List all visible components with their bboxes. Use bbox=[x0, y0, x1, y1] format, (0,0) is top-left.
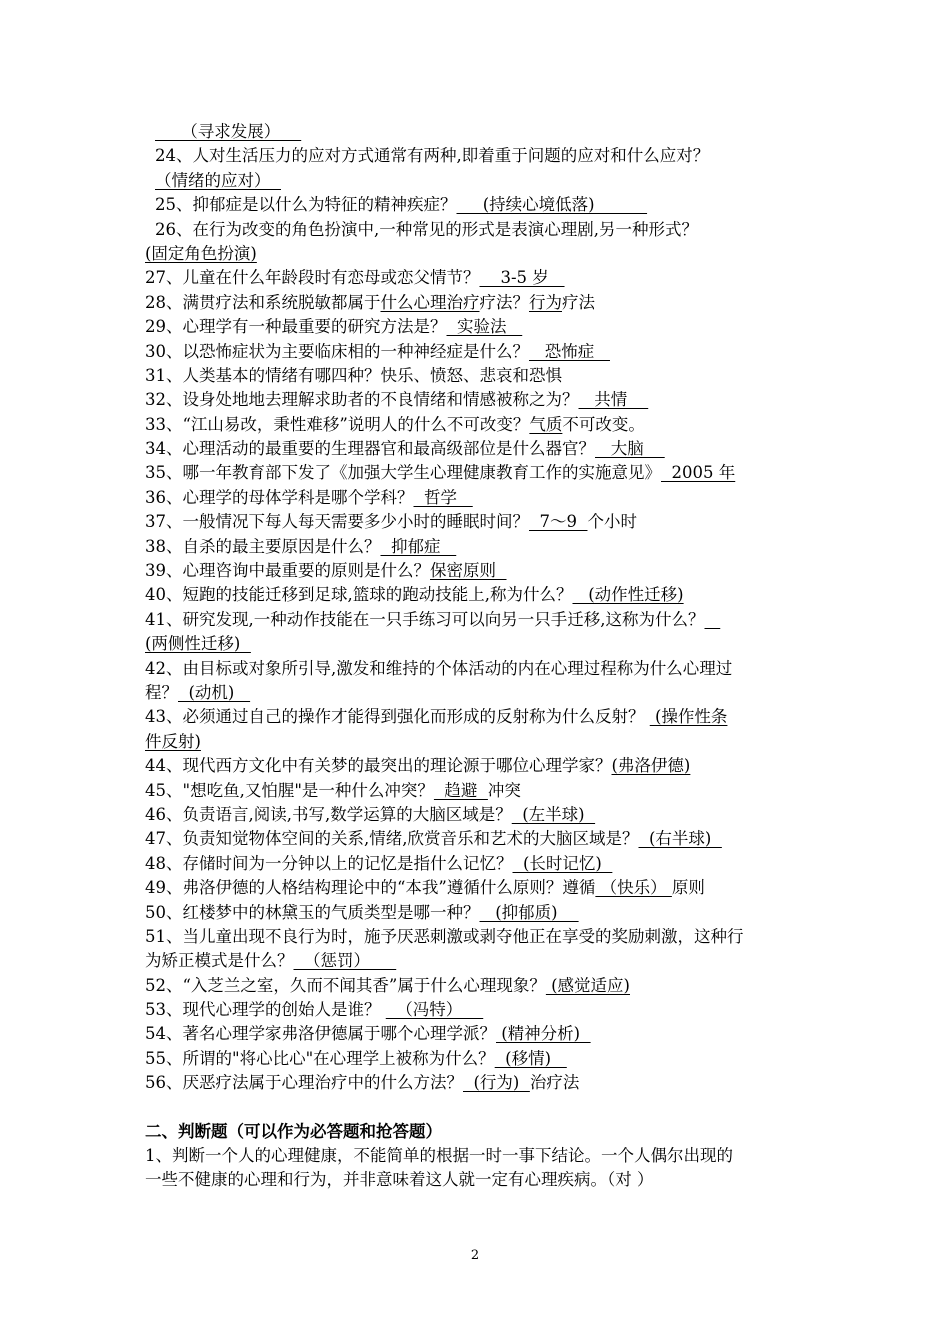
text-line bbox=[145, 657, 835, 681]
text-line bbox=[145, 1047, 835, 1071]
answer-text: 行为 bbox=[529, 292, 562, 312]
question-text: 47、负责知觉物体空间的关系,情绪,欣赏音乐和艺术的大脑区域是？ bbox=[145, 829, 639, 849]
question-text: 49、弗洛伊德的人格结构理论中的“本我”遵循什么原则？遵循 bbox=[145, 878, 596, 898]
question-text: 53、现代心理学的创始人是谁？ bbox=[145, 1000, 386, 1020]
answer-text: (精神分析) bbox=[496, 1024, 591, 1044]
answer-text: 7～9 bbox=[529, 512, 588, 532]
page-number: 2 bbox=[470, 1248, 480, 1263]
question-text: 43、必须通过自己的操作才能得到强化而形成的反射称为什么反射？ bbox=[145, 707, 650, 727]
question-text: 二、判断题（可以作为必答题和抢答题） bbox=[145, 1121, 442, 1141]
answer-text: (弗洛伊德) bbox=[611, 756, 691, 776]
text-line bbox=[145, 242, 835, 266]
question-text: 疗法 bbox=[562, 292, 595, 312]
question-text: 46、负责语言,阅读,书写,数学运算的大脑区域是？ bbox=[145, 804, 512, 824]
question-text: 55、所谓的"将心比心"在心理学上被称为什么？ bbox=[145, 1048, 495, 1068]
question-text: 31、人类基本的情绪有哪四种？快乐、愤怒、悲哀和恐惧 bbox=[145, 365, 562, 385]
answer-text: 2005 年 bbox=[661, 463, 736, 483]
answer-text: 共情 bbox=[578, 390, 649, 410]
question-text: 27、儿童在什么年龄段时有恋母或恋父情节？ bbox=[145, 268, 480, 288]
question-text: 不可改变。 bbox=[562, 414, 645, 434]
text-line bbox=[145, 486, 835, 510]
text-line bbox=[145, 169, 835, 193]
text-line bbox=[145, 632, 835, 656]
text-line bbox=[145, 901, 835, 925]
answer-text: （冯特） bbox=[385, 1000, 484, 1020]
answer-text: （寻求发展） bbox=[155, 122, 302, 141]
text-line bbox=[145, 144, 835, 168]
text-line bbox=[145, 1168, 835, 1192]
answer-text: 保密原则 bbox=[430, 561, 507, 581]
text-line bbox=[145, 266, 835, 290]
question-text: 38、自杀的最主要原因是什么？ bbox=[145, 536, 381, 556]
text-line bbox=[145, 779, 835, 803]
question-list bbox=[145, 120, 835, 1193]
question-text: 32、设身处地地去理解求助者的不良情绪和情感被称之为？ bbox=[145, 390, 579, 410]
text-line bbox=[145, 559, 835, 583]
text-line bbox=[145, 1144, 835, 1168]
text-line bbox=[145, 852, 835, 876]
text-line bbox=[145, 827, 835, 851]
section-heading bbox=[145, 1120, 835, 1144]
answer-text: (两侧性迁移) bbox=[145, 634, 251, 654]
answer-text: (长时记忆) bbox=[512, 853, 613, 873]
question-text: 治疗法 bbox=[529, 1073, 580, 1093]
text-line bbox=[145, 388, 835, 412]
text-line bbox=[145, 461, 835, 485]
text-line bbox=[145, 437, 835, 461]
answer-text: 趋避 bbox=[433, 780, 488, 800]
question-text: 26、在行为改变的角色扮演中,一种常见的形式是表演心理剧,另一种形式？ bbox=[155, 219, 698, 239]
answer-text: （情绪的应对） bbox=[155, 170, 281, 190]
answer-text: 抑郁症 bbox=[380, 536, 457, 556]
text-line bbox=[145, 803, 835, 827]
question-text: 51、当儿童出现不良行为时，施予厌恶刺激或剥夺他正在享受的奖励刺激，这种行 bbox=[145, 926, 744, 946]
text-line bbox=[145, 949, 835, 973]
text-line bbox=[145, 535, 835, 559]
question-text: 52、“入芝兰之室，久而不闻其香”属于什么心理现象？ bbox=[145, 975, 546, 995]
question-text: 28、满贯疗法和系统脱敏都属于 bbox=[145, 292, 381, 312]
text-line bbox=[145, 730, 835, 754]
question-text: 50、红楼梦中的林黛玉的气质类型是哪一种？ bbox=[145, 902, 480, 922]
text-line bbox=[145, 510, 835, 534]
question-text: 56、厌恶疗法属于心理治疗中的什么方法？ bbox=[145, 1073, 463, 1093]
answer-text: (右半球) bbox=[638, 829, 722, 849]
answer-text: 3-5 岁 bbox=[479, 268, 565, 288]
text-line bbox=[145, 681, 835, 705]
answer-text: (固定角色扮演) bbox=[145, 243, 257, 263]
question-text: 25、抑郁症是以什么为特征的精神疾症？ bbox=[155, 195, 457, 215]
blank-line bbox=[145, 1096, 835, 1120]
text-line bbox=[145, 315, 835, 339]
text-line bbox=[145, 974, 835, 998]
text-line bbox=[145, 876, 835, 900]
question-text: 24、人对生活压力的应对方式通常有两种,即着重于问题的应对和什么应对？ bbox=[155, 146, 710, 166]
question-text: 程？ bbox=[145, 682, 178, 702]
answer-text: （快乐） bbox=[595, 878, 672, 898]
answer-text: 恐怖症 bbox=[529, 341, 610, 361]
text-line bbox=[145, 413, 835, 437]
answer-text: (抑郁质) bbox=[479, 902, 579, 922]
answer-text: (行为) bbox=[463, 1073, 530, 1093]
text-line bbox=[145, 998, 835, 1022]
answer-text: (移情) bbox=[494, 1048, 567, 1068]
question-text: 29、心理学有一种最重要的研究方法是？ bbox=[145, 317, 447, 337]
question-text: 37、一般情况下每人每天需要多少小时的睡眠时间？ bbox=[145, 512, 529, 532]
question-text: 45、"想吃鱼,又怕腥"是一种什么冲突？ bbox=[145, 780, 434, 800]
answer-text: 件反射) bbox=[145, 731, 201, 751]
question-text: 冲突 bbox=[487, 780, 521, 800]
question-text: 41、研究发现,一种动作技能在一只手练习可以向另一只手迁移,这称为什么？ bbox=[145, 609, 705, 629]
question-text: 36、心理学的母体学科是哪个学科？ bbox=[145, 487, 414, 507]
text-line bbox=[145, 291, 835, 315]
answer-text bbox=[705, 610, 721, 629]
text-line bbox=[145, 193, 835, 217]
question-text: 34、心理活动的最重要的生理器官和最高级部位是什么器官？ bbox=[145, 439, 595, 459]
text-line bbox=[145, 705, 835, 729]
text-line bbox=[145, 583, 835, 607]
question-text: 39、心理咨询中最重要的原则是什么？ bbox=[145, 561, 430, 581]
question-text: 原则 bbox=[671, 878, 705, 898]
answer-text: 大脑 bbox=[595, 439, 665, 459]
answer-text: (动机) bbox=[178, 682, 251, 702]
answer-text: 什么心理治疗 bbox=[380, 292, 480, 312]
text-line bbox=[145, 754, 835, 778]
question-text: 个小时 bbox=[587, 512, 637, 532]
question-text: 1、判断一个人的心理健康，不能简单的根据一时一事下结论。一个人偶尔出现的 bbox=[145, 1146, 733, 1166]
text-line bbox=[145, 364, 835, 388]
question-text: 42、由目标或对象所引导,激发和维持的个体活动的内在心理过程称为什么心理过 bbox=[145, 658, 733, 678]
text-line bbox=[145, 120, 835, 144]
answer-text: (左半球) bbox=[511, 804, 596, 824]
answer-text: 实验法 bbox=[446, 317, 523, 337]
answer-text: (感觉适应) bbox=[545, 975, 630, 995]
question-text: 40、短跑的技能迁移到足球,篮球的跑动技能上,称为什么？ bbox=[145, 585, 573, 605]
question-text: 44、现代西方文化中有关梦的最突出的理论源于哪位心理学家？ bbox=[145, 756, 612, 776]
text-line bbox=[145, 1022, 835, 1046]
question-text: 33、“江山易改，秉性难移”说明人的什么不可改变？ bbox=[145, 414, 530, 434]
answer-text: 哲学 bbox=[413, 487, 473, 507]
answer-text: 气质 bbox=[529, 414, 563, 434]
text-line bbox=[145, 340, 835, 364]
text-line bbox=[145, 218, 835, 242]
question-text: 54、著名心理学家弗洛伊德属于哪个心理学派？ bbox=[145, 1024, 496, 1044]
question-text: 为矫正模式是什么？ bbox=[145, 951, 294, 971]
answer-text: (持续心境低落) bbox=[456, 195, 648, 215]
text-line bbox=[145, 1071, 835, 1095]
question-text: 一些不健康的心理和行为，并非意味着这人就一定有心理疾病。（对 ） bbox=[145, 1170, 654, 1190]
text-line bbox=[145, 608, 835, 632]
question-text: 48、存储时间为一分钟以上的记忆是指什么记忆？ bbox=[145, 853, 513, 873]
question-text: 30、以恐怖症状为主要临床相的一种神经症是什么？ bbox=[145, 341, 529, 361]
question-text: 35、哪一年教育部下发了《加强大学生心理健康教育工作的实施意见》 bbox=[145, 463, 661, 483]
text-line bbox=[145, 925, 835, 949]
answer-text: (操作性条 bbox=[649, 707, 728, 727]
answer-text: （惩罚） bbox=[293, 951, 397, 971]
answer-text: (动作性迁移) bbox=[572, 585, 684, 605]
question-text: 疗法？ bbox=[479, 292, 529, 312]
